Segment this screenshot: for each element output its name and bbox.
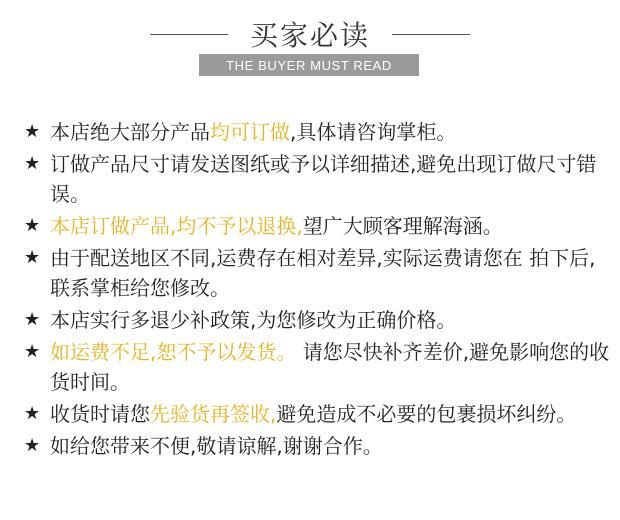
title-row [0,16,620,52]
star-icon: ★ [24,153,41,174]
notice-text [50,243,610,303]
notice-text-segment: ,具体请咨询掌柜。 [290,120,457,144]
notice-text [50,117,610,147]
notice-text [50,431,610,461]
notice-text-segment: 由于配送地区不同,运费存在相对差异,实际运费请您在 拍下后,联系掌柜给您修改。 [50,246,596,300]
star-icon: ★ [24,341,41,362]
notice-text-segment: 收货时请您 [50,402,150,426]
notice-item [24,211,610,241]
page-title: 买家必读 [249,19,370,52]
page-subtitle: THE BUYER MUST READ [226,57,392,73]
header [0,8,620,78]
highlight-text: 如运费不足,恕不予以发货。 [50,340,297,364]
subtitle-bar [199,54,419,76]
star-icon: ★ [24,121,41,142]
notice-text-segment: 如给您带来不便,敬请谅解,谢谢合作。 [50,434,383,458]
title-divider-left [150,34,228,35]
notice-text-segment: 请您尽快补齐差价,避免影响您的收货时间。 [50,340,610,394]
notice-text-segment: 望广大顾客理解海涵。 [302,214,503,238]
star-icon: ★ [24,403,41,424]
notice-text-segment: 订做产品尺寸请发送图纸或予以详细描述,避免出现订做尺寸错误。 [50,152,597,206]
notice-text [50,149,610,209]
notice-item [24,305,610,335]
notice-item [24,337,610,397]
notice-text-segment: 避免造成不必要的包裹损坏纠纷。 [276,402,577,426]
notice-text-segment: 本店绝大部分产品 [50,120,210,144]
notice-text [50,337,610,397]
highlight-text: 本店订做产品,均不予以退换, [50,214,303,238]
notice-item [24,431,610,461]
notice-item [24,117,610,147]
notice-item [24,399,610,429]
notice-text [50,211,610,241]
star-icon: ★ [24,435,41,456]
notice-item [24,243,610,303]
star-icon: ★ [24,215,41,236]
title-divider-right [392,34,470,35]
star-icon: ★ [24,309,41,330]
star-icon: ★ [24,247,41,268]
notice-text [50,399,610,429]
highlight-text: 均可订做 [210,120,290,144]
notice-item [24,149,610,209]
notice-text-segment: 本店实行多退少补政策,为您修改为正确价格。 [50,308,457,332]
highlight-text: 先验货再签收, [150,402,277,426]
notice-list [24,117,610,463]
notice-text [50,305,610,335]
